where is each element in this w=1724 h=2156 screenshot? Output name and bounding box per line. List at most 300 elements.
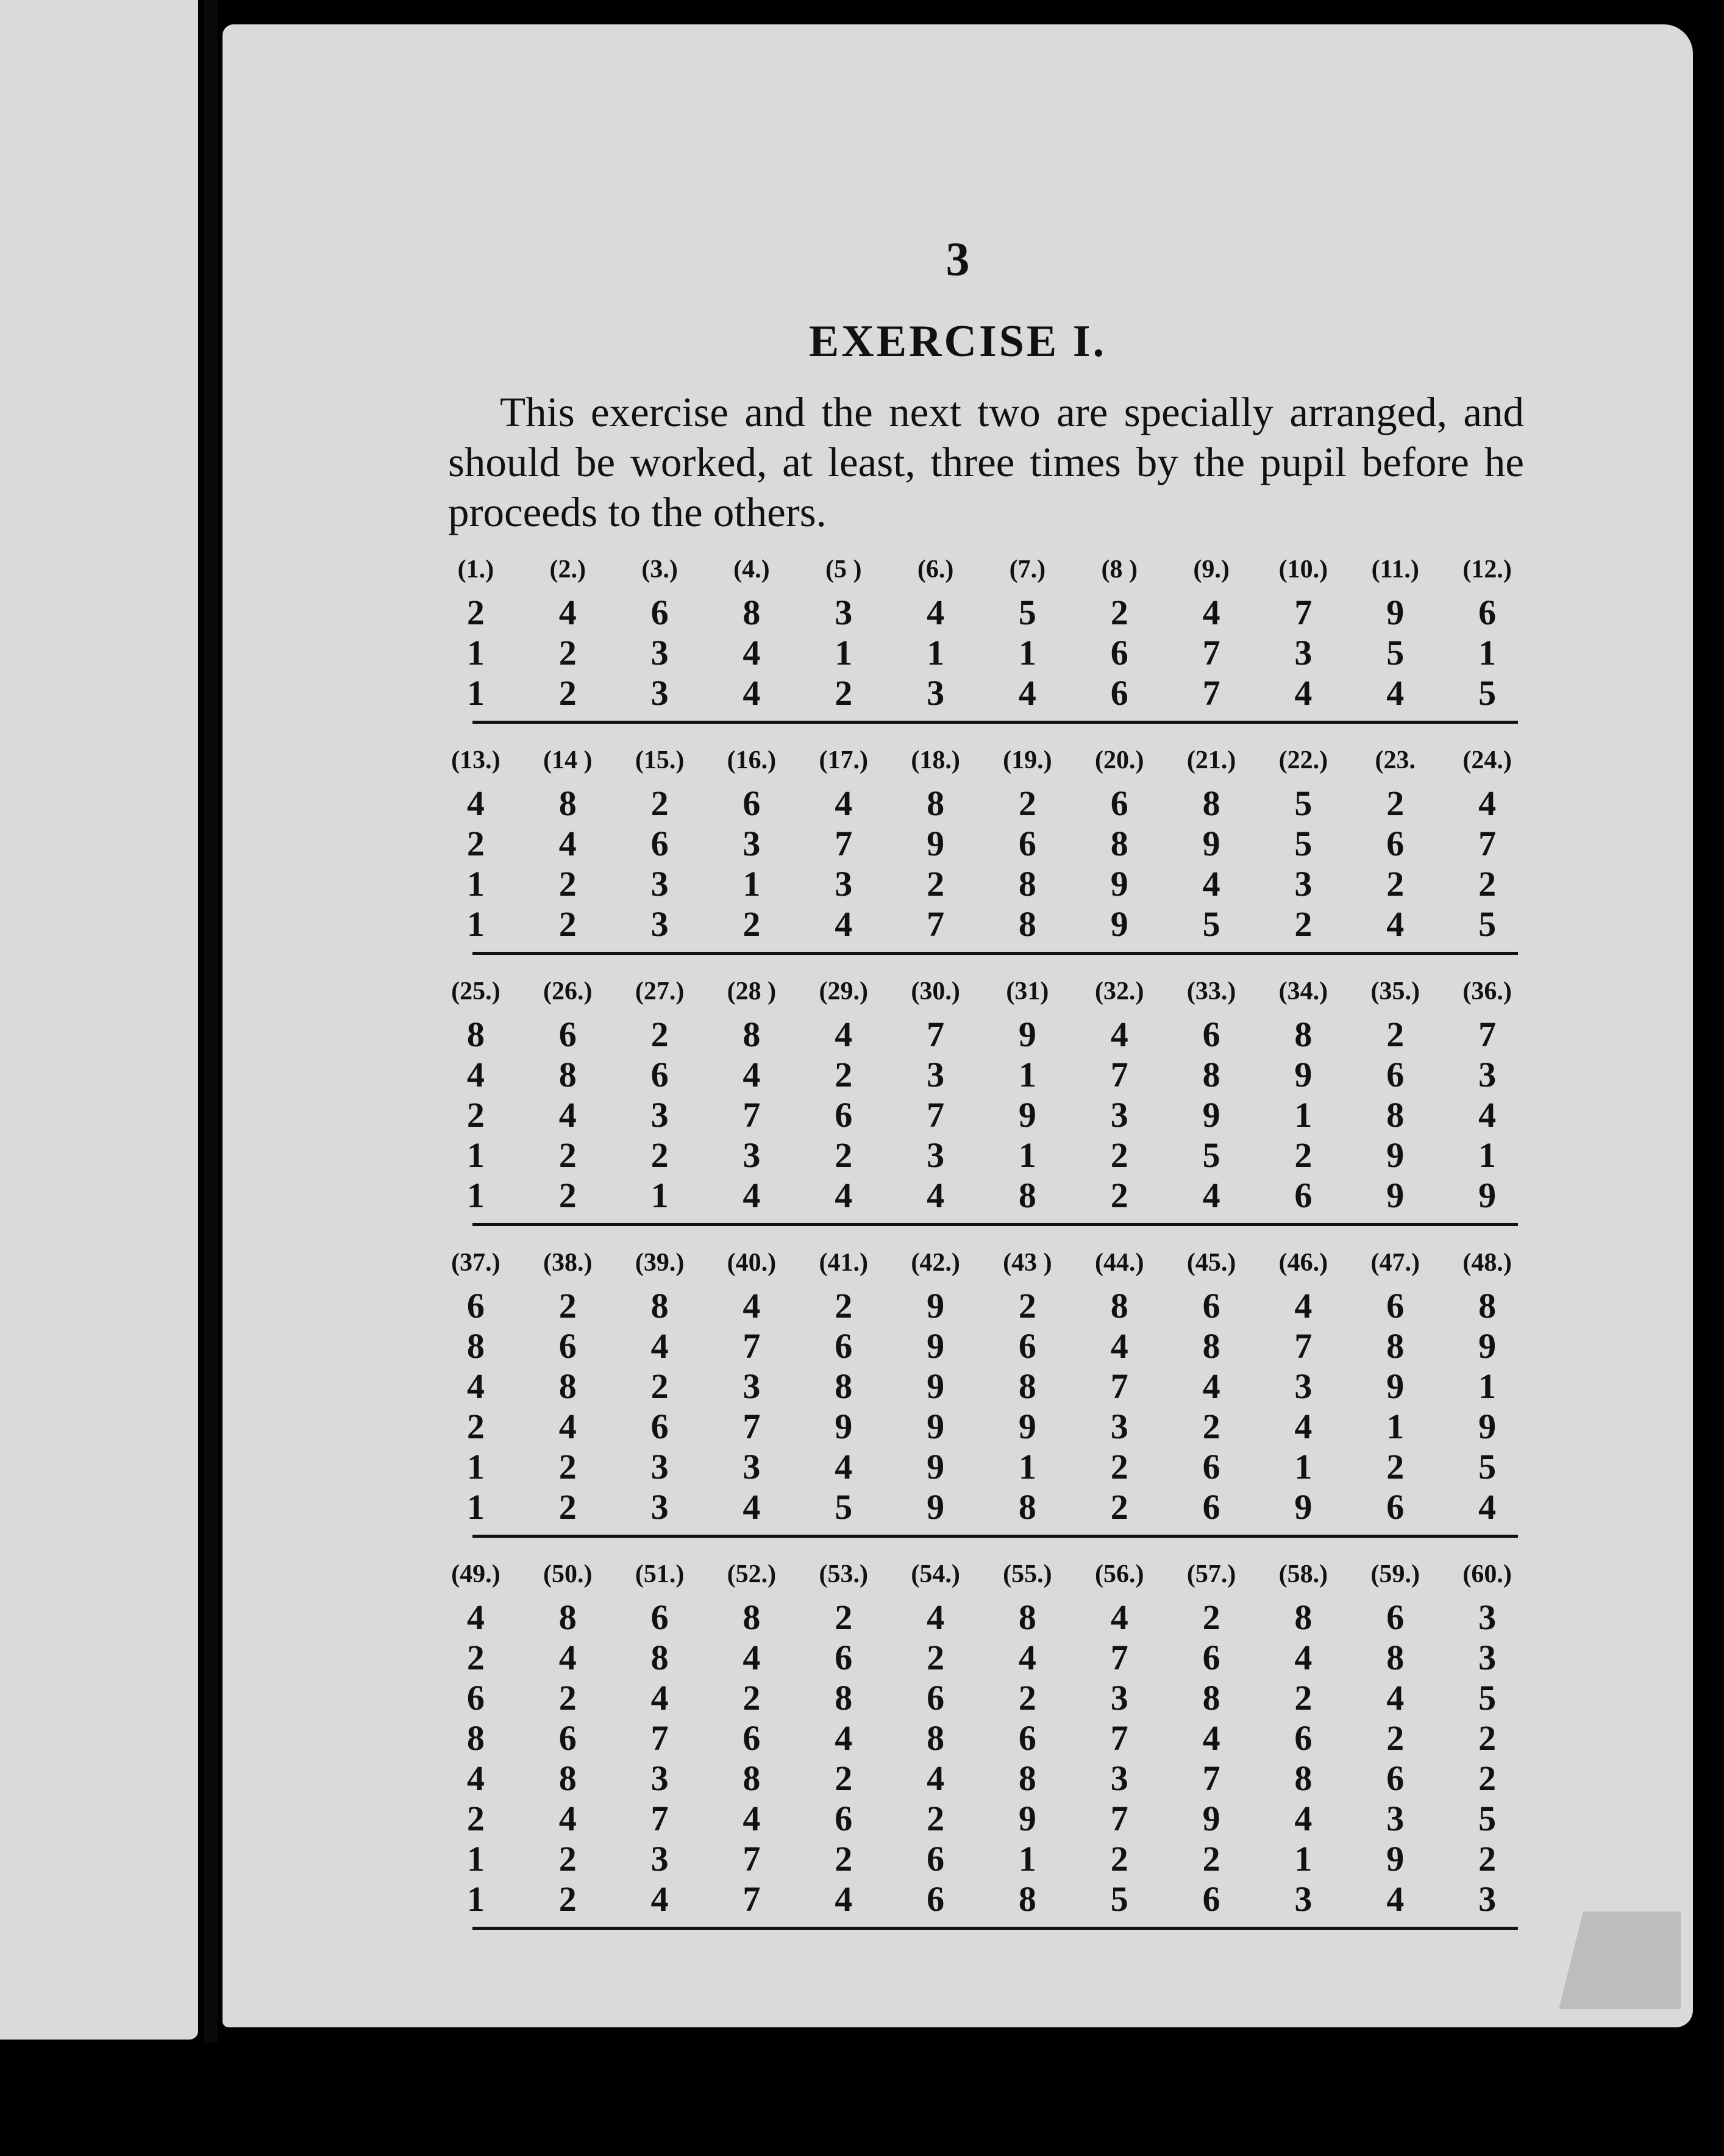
addend-digit: 3 [650,633,669,673]
addend-digit: 9 [927,1407,945,1446]
addend-digit: 4 [835,1015,853,1054]
addend-digit: 3 [743,824,761,863]
addend-digit: 9 [927,1447,945,1487]
digit-row [430,1758,1533,1799]
addend-digit: 9 [1294,1055,1313,1094]
addend-digit: 4 [1294,1286,1313,1326]
addend-digit: 1 [466,1487,485,1527]
addend-digit: 1 [835,633,853,673]
addend-digit: 2 [835,673,853,713]
addend-digit: 3 [743,1366,761,1406]
addend-digit: 5 [835,1487,853,1527]
addend-digit: 6 [1386,1758,1405,1798]
addend-digit: 9 [1478,1326,1497,1366]
addend-digit: 2 [1478,1758,1497,1798]
addend-digit: 9 [1110,864,1128,904]
problem-label: (39.) [635,1249,685,1277]
addend-digit: 9 [1202,1095,1220,1135]
exercise-block [430,746,1533,955]
digit-row [430,1839,1533,1879]
addend-digit: 3 [743,1135,761,1175]
addend-digit: 7 [1478,824,1497,863]
addend-digit: 6 [1110,673,1128,713]
addend-digit: 2 [743,904,761,944]
addend-digit: 6 [1478,593,1497,632]
problem-label: (28 ) [727,977,777,1005]
addend-digit: 1 [1018,633,1036,673]
addend-digit: 6 [650,824,669,863]
addend-digit: 4 [743,1055,761,1094]
exercise-grid [430,555,1533,1952]
addend-digit: 7 [927,1095,945,1135]
addend-digit: 4 [1202,593,1220,632]
addend-digit: 4 [1202,864,1220,904]
addend-digit: 1 [1294,1095,1313,1135]
digit-row [430,1718,1533,1758]
addend-digit: 3 [650,904,669,944]
problem-label: (5 ) [825,555,862,584]
exercise-block [430,977,1533,1226]
addend-digit: 4 [927,1597,945,1637]
addend-digit: 5 [1202,904,1220,944]
addend-digit: 4 [466,1055,485,1094]
addend-digit: 7 [1202,673,1220,713]
addend-digit: 8 [558,1055,577,1094]
problem-label: (59.) [1370,1560,1420,1588]
addend-digit: 8 [1386,1326,1405,1366]
addend-digit: 4 [927,593,945,632]
addend-digit: 1 [1386,1407,1405,1446]
addend-digit: 8 [1202,1678,1220,1718]
problem-label: (6.) [917,555,954,584]
addend-digit: 5 [1018,593,1036,632]
addend-digit: 6 [1386,1487,1405,1527]
problem-label: (24.) [1462,746,1512,774]
addend-digit: 4 [835,1447,853,1487]
addend-digit: 2 [1386,784,1405,823]
addend-digit: 1 [743,864,761,904]
addend-digit: 9 [1018,1407,1036,1446]
addend-digit: 3 [650,1447,669,1487]
problem-label: (23. [1375,746,1416,774]
addend-digit: 8 [1018,864,1036,904]
addend-digit: 3 [1110,1095,1128,1135]
addend-digit: 3 [1478,1597,1497,1637]
addend-digit: 6 [650,593,669,632]
digit-row [430,1176,1533,1216]
addend-digit: 8 [558,1758,577,1798]
addend-digit: 2 [1110,1447,1128,1487]
digit-row [430,824,1533,864]
addend-digit: 7 [650,1718,669,1758]
addend-digit: 2 [1294,1678,1313,1718]
page-number: 3 [946,232,970,285]
addend-digit: 1 [1294,1447,1313,1487]
addend-digit: 3 [650,1839,669,1879]
addend-digit: 7 [1110,1638,1128,1677]
problem-label-row [430,1248,1533,1286]
addend-digit: 3 [1294,1879,1313,1919]
addend-digit: 2 [835,1839,853,1879]
addend-digit: 9 [1202,824,1220,863]
addend-digit: 1 [650,1176,669,1215]
addend-digit: 6 [743,784,761,823]
digit-row [430,1638,1533,1678]
addend-digit: 9 [927,1326,945,1366]
addend-digit: 1 [466,1135,485,1175]
addend-digit: 1 [1478,1135,1497,1175]
problem-label: (45.) [1186,1249,1236,1277]
addend-digit: 4 [466,1366,485,1406]
addend-digit: 9 [1386,593,1405,632]
addend-digit: 7 [743,1326,761,1366]
addend-digit: 4 [1110,1326,1128,1366]
addend-digit: 4 [835,1879,853,1919]
problem-label: (25.) [451,977,500,1005]
digit-row [430,673,1533,713]
addend-digit: 6 [1110,784,1128,823]
addend-digit: 7 [1202,633,1220,673]
addend-digit: 1 [927,633,945,673]
addend-digit: 3 [927,1135,945,1175]
digit-row [430,1597,1533,1638]
addend-digit: 6 [927,1879,945,1919]
addend-digit: 2 [1110,1135,1128,1175]
addend-digit: 6 [1202,1879,1220,1919]
addend-digit: 7 [1110,1799,1128,1838]
addend-digit: 4 [835,904,853,944]
addend-digit: 6 [1018,1326,1036,1366]
page-corner-fold [1559,1911,1681,2009]
problem-label: (52.) [727,1560,777,1588]
problem-label: (1.) [457,555,494,584]
problem-label: (20.) [1095,746,1144,774]
addend-digit: 4 [835,1176,853,1215]
problem-label: (14 ) [543,746,593,774]
digit-row [430,1055,1533,1095]
addend-digit: 4 [927,1176,945,1215]
addend-digit: 6 [558,1326,577,1366]
addend-digit: 7 [1202,1758,1220,1798]
addend-digit: 3 [1294,864,1313,904]
addend-digit: 4 [1294,1638,1313,1677]
addend-digit: 4 [466,1597,485,1637]
addend-digit: 2 [1110,593,1128,632]
problem-label: (49.) [451,1560,500,1588]
digit-row [430,1095,1533,1135]
problem-label-row [430,1560,1533,1597]
addend-digit: 4 [743,1638,761,1677]
addend-digit: 4 [1202,1176,1220,1215]
addend-digit: 1 [466,633,485,673]
addend-digit: 4 [1294,1799,1313,1838]
addend-digit: 3 [1110,1678,1128,1718]
addend-digit: 9 [1478,1176,1497,1215]
digit-row [430,784,1533,824]
addend-digit: 4 [650,1879,669,1919]
addend-digit: 2 [927,1638,945,1677]
addend-digit: 9 [927,1366,945,1406]
problem-label: (19.) [1003,746,1052,774]
addend-digit: 9 [1386,1176,1405,1215]
problem-label: (60.) [1462,1560,1512,1588]
addend-digit: 6 [1202,1015,1220,1054]
problem-label: (17.) [819,746,868,774]
addend-digit: 1 [1294,1839,1313,1879]
digit-row [430,1799,1533,1839]
addend-digit: 6 [1202,1447,1220,1487]
addend-digit: 5 [1478,1678,1497,1718]
addend-digit: 2 [1386,1718,1405,1758]
addend-digit: 8 [743,1758,761,1798]
addend-digit: 9 [1386,1135,1405,1175]
addend-digit: 3 [835,593,853,632]
addend-digit: 9 [927,1286,945,1326]
addend-digit: 1 [1018,1447,1036,1487]
addend-digit: 3 [650,1095,669,1135]
problem-label: (41.) [819,1249,868,1277]
addend-digit: 2 [466,1407,485,1446]
addend-digit: 2 [466,824,485,863]
addend-digit: 1 [466,673,485,713]
page-title: EXERCISE I. [808,316,1107,366]
addend-digit: 6 [1018,1718,1036,1758]
addend-digit: 6 [650,1597,669,1637]
addend-digit: 8 [1202,1055,1220,1094]
problem-label: (35.) [1370,977,1420,1005]
addend-digit: 8 [1294,1597,1313,1637]
digit-row [430,593,1533,633]
addend-digit: 7 [743,1407,761,1446]
addend-digit: 1 [466,1447,485,1487]
addend-digit: 3 [1478,1055,1497,1094]
addend-digit: 8 [927,784,945,823]
addend-digit: 1 [466,1879,485,1919]
problem-label: (8 ) [1101,555,1138,584]
addend-digit: 2 [466,593,485,632]
addend-digit: 6 [1294,1718,1313,1758]
problem-label: (13.) [451,746,500,774]
addend-digit: 2 [1386,864,1405,904]
sum-rule-line [472,1535,1518,1538]
addend-digit: 2 [558,1839,577,1879]
addend-digit: 4 [1478,1487,1497,1527]
addend-digit: 4 [558,824,577,863]
addend-digit: 2 [650,1366,669,1406]
addend-digit: 8 [1018,1176,1036,1215]
addend-digit: 7 [835,824,853,863]
addend-digit: 8 [1018,1366,1036,1406]
addend-digit: 4 [927,1758,945,1798]
addend-digit: 2 [1478,864,1497,904]
addend-digit: 9 [1018,1799,1036,1838]
addend-digit: 8 [1294,1015,1313,1054]
addend-digit: 9 [1386,1839,1405,1879]
digit-row [430,1407,1533,1447]
addend-digit: 2 [1294,904,1313,944]
addend-digit: 8 [743,593,761,632]
addend-digit: 4 [1202,1366,1220,1406]
addend-digit: 8 [743,1015,761,1054]
sum-rule-line [472,952,1518,955]
addend-digit: 3 [1478,1638,1497,1677]
addend-digit: 8 [835,1678,853,1718]
addend-digit: 2 [835,1055,853,1094]
addend-digit: 9 [927,1487,945,1527]
addend-digit: 4 [1386,1678,1405,1718]
addend-digit: 4 [466,784,485,823]
addend-digit: 2 [558,673,577,713]
addend-digit: 6 [1386,1597,1405,1637]
addend-digit: 4 [1018,673,1036,713]
addend-digit: 7 [927,904,945,944]
book-binding [204,0,218,2043]
addend-digit: 8 [466,1015,485,1054]
addend-digit: 2 [558,1879,577,1919]
previous-page-edge [0,0,198,2040]
addend-digit: 8 [466,1326,485,1366]
addend-digit: 5 [1294,824,1313,863]
addend-digit: 5 [1478,1447,1497,1487]
addend-digit: 4 [1110,1597,1128,1637]
addend-digit: 2 [650,1135,669,1175]
addend-digit: 6 [835,1326,853,1366]
problem-label: (27.) [635,977,685,1005]
problem-label: (32.) [1095,977,1144,1005]
addend-digit: 9 [835,1407,853,1446]
addend-digit: 4 [743,1487,761,1527]
addend-digit: 5 [1478,904,1497,944]
addend-digit: 9 [1110,904,1128,944]
addend-digit: 1 [1018,1839,1036,1879]
addend-digit: 4 [1294,1407,1313,1446]
addend-digit: 2 [835,1286,853,1326]
addend-digit: 2 [650,1015,669,1054]
addend-digit: 2 [1110,1176,1128,1215]
addend-digit: 6 [1386,1286,1405,1326]
addend-digit: 4 [835,1718,853,1758]
addend-digit: 8 [466,1718,485,1758]
addend-digit: 8 [650,1638,669,1677]
digit-row [430,1286,1533,1326]
problem-label: (43 ) [1003,1249,1052,1277]
addend-digit: 9 [927,824,945,863]
addend-digit: 6 [650,1055,669,1094]
problem-label: (30.) [911,977,960,1005]
problem-label: (18.) [911,746,960,774]
problem-label: (53.) [819,1560,868,1588]
addend-digit: 2 [1386,1015,1405,1054]
addend-digit: 4 [1478,784,1497,823]
addend-digit: 8 [835,1366,853,1406]
addend-digit: 6 [743,1718,761,1758]
problem-label: (51.) [635,1560,685,1588]
addend-digit: 8 [1018,904,1036,944]
addend-digit: 4 [1110,1015,1128,1054]
addend-digit: 8 [558,784,577,823]
addend-digit: 8 [1294,1758,1313,1798]
problem-label: (47.) [1370,1249,1420,1277]
addend-digit: 9 [1018,1015,1036,1054]
addend-digit: 6 [1018,824,1036,863]
digit-row [430,1015,1533,1055]
addend-digit: 1 [1478,1366,1497,1406]
addend-digit: 2 [1294,1135,1313,1175]
addend-digit: 2 [1018,784,1036,823]
digit-row [430,1366,1533,1407]
addend-digit: 6 [1386,824,1405,863]
addend-digit: 6 [927,1678,945,1718]
addend-digit: 9 [1018,1095,1036,1135]
addend-digit: 4 [650,1326,669,1366]
addend-digit: 6 [1294,1176,1313,1215]
addend-digit: 1 [466,1176,485,1215]
addend-digit: 4 [743,1799,761,1838]
addend-digit: 3 [1386,1799,1405,1838]
addend-digit: 8 [1018,1597,1036,1637]
problem-label: (12.) [1462,555,1512,584]
addend-digit: 2 [1386,1447,1405,1487]
addend-digit: 3 [835,864,853,904]
addend-digit: 1 [1478,633,1497,673]
addend-digit: 2 [558,1286,577,1326]
addend-digit: 2 [558,1447,577,1487]
addend-digit: 2 [650,784,669,823]
addend-digit: 1 [466,1839,485,1879]
addend-digit: 5 [1202,1135,1220,1175]
addend-digit: 7 [1110,1055,1128,1094]
intro-paragraph: This exercise and the next two are specially arranged, and should be worked, at least, three times by the pupil before he proceeds to the others. [448,389,1524,535]
addend-digit: 2 [1018,1678,1036,1718]
digit-row [430,864,1533,904]
addend-digit: 2 [927,1799,945,1838]
addend-digit: 5 [1110,1879,1128,1919]
problem-label: (48.) [1462,1249,1512,1277]
addend-digit: 8 [650,1286,669,1326]
addend-digit: 3 [1294,633,1313,673]
addend-digit: 8 [927,1718,945,1758]
problem-label: (3.) [641,555,678,584]
addend-digit: 4 [743,1176,761,1215]
problem-label: (9.) [1193,555,1230,584]
addend-digit: 1 [466,864,485,904]
digit-row [430,1447,1533,1487]
addend-digit: 2 [1110,1839,1128,1879]
addend-digit: 4 [466,1758,485,1798]
addend-digit: 8 [558,1366,577,1406]
addend-digit: 6 [1202,1638,1220,1677]
addend-digit: 9 [1294,1487,1313,1527]
problem-label: (55.) [1003,1560,1052,1588]
problem-label: (54.) [911,1560,960,1588]
addend-digit: 7 [927,1015,945,1054]
problem-label: (38.) [543,1249,593,1277]
problem-label: (10.) [1278,555,1328,584]
addend-digit: 7 [743,1095,761,1135]
digit-row [430,904,1533,944]
addend-digit: 3 [650,673,669,713]
addend-digit: 6 [1202,1286,1220,1326]
problem-label: (22.) [1278,746,1328,774]
book-page [223,24,1693,2027]
digit-row [430,1326,1533,1366]
addend-digit: 1 [1018,1055,1036,1094]
sum-rule-line [472,1223,1518,1226]
addend-digit: 2 [466,1638,485,1677]
addend-digit: 2 [743,1678,761,1718]
addend-digit: 6 [1110,633,1128,673]
addend-digit: 6 [466,1678,485,1718]
